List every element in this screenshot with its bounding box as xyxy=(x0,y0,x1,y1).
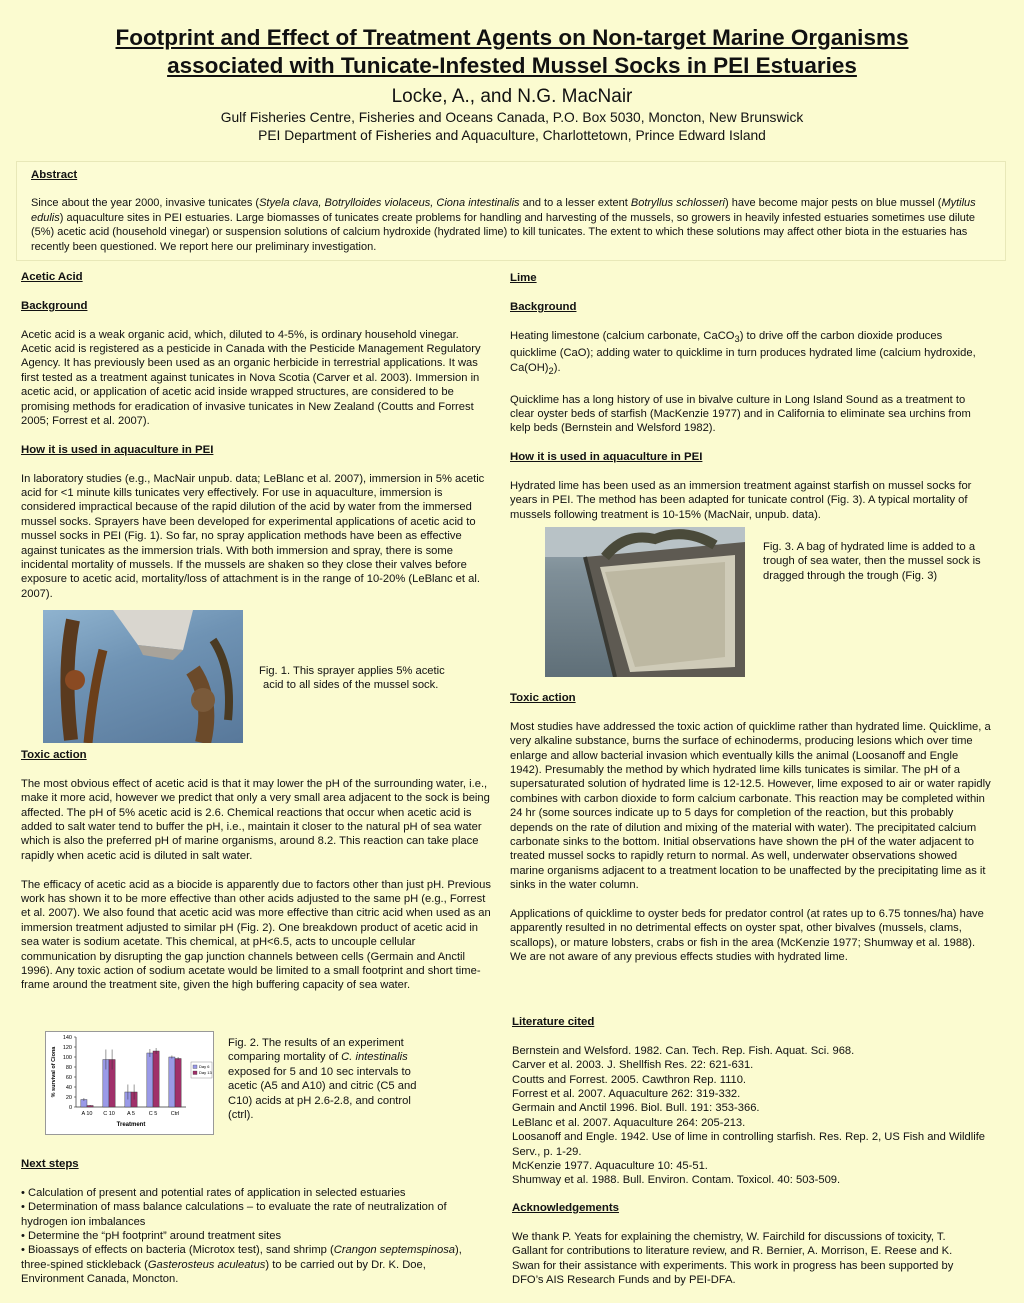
next-step-item: • Calculation of present and potential rates of application in selected estuaries xyxy=(21,1186,406,1199)
lime-use-text: Hydrated lime has been used as an immersion treatment against starfish on mussel socks for years in PEI. The method has been adapted for tunicate control (Fig. 3). A typical mortality of mussels following treatment is 10-15% (MacNair, unpub. data). xyxy=(510,480,972,521)
fig2-chart-svg xyxy=(46,1032,213,1134)
y-tick-label: 20 xyxy=(65,1095,72,1101)
reference-item: Bernstein and Welsford. 1982. Can. Tech. Rep. Fish. Aquat. Sci. 968. xyxy=(512,1044,855,1057)
acetic-toxic-text-1: The most obvious effect of acetic acid is that it may lower the pH of the surrounding water, i.e., make it more acid, however we predict that only a very small area adjacent to the sock is being affected. The pH of 5% acetic acid is 2.6. Chemical reactions that occur when acetic acid is added to salt water tend to buffer the pH, i.e., maintain it closer to the natural pH of sea water which is also the preferred pH of marine organisms, around 8.2. This reaction can take place rapidly when acetic acid is diluted in salt water. xyxy=(21,777,490,862)
x-tick-label: A 5 xyxy=(127,1111,135,1117)
fig3-lime-trough-photo xyxy=(545,527,745,677)
abstract-text: Since about the year 2000, invasive tunicates (Styela clava, Botrylloides violaceus, Ciona intestinalis and to a lesser extent Botryllus schlosseri) have become major pests on blue mussel (Mytilus edulis) aquaculture sites in PEI estuaries. Large biomasses of tunicates create problems for handling and harvesting of the mussels, so growers in heavily infested estuaries sometimes use dilute (5%) acetic acid (household vinegar) or suspension solutions of calcium hydroxide (hydrated lime) to kill tunicates. The extent to which these solutions may affect other biota in the estuaries has recently been questioned. We report here our preliminary investigation. xyxy=(31,197,976,253)
fig3-caption: Fig. 3. A bag of hydrated lime is added to a trough of sea water, then the mussel sock is dragged through the trough (Fig. 3) xyxy=(763,541,981,582)
lime-toxic-text-1: Most studies have addressed the toxic action of quicklime rather than hydrated lime. Quicklime, a very alkaline substance, burns the surface of echinoderms, producing lesions which over time enlarge and allow bacterial invasion which eventually kills the animal (Loosanoff and Engle 1942). Presumably the method by which hydrated lime kills tunicates is similar. The pH of a supersaturated solution of hydrated lime is 12-12.5. However, lime exposed to air or water rapidly combines with carbon dioxide to form calcium carbonate. This reaction may be completed within 24 hr (some sources indicate up to 5 days for completion of the reaction, but this probably depends on the rate of dilution and mixing of the material with water). The precipitated calcium carbonate sinks to the bottom. Initial observations have shown the pH of the water adjacent to treated mussel socks to rapidly return to normal. As well, underwater observations showed marine organisms adjacent to a treatment location to be unaffected by the precipitating lime as it sinks in the water column. xyxy=(510,720,991,892)
bar-day-13 xyxy=(153,1051,159,1107)
legend-label: Day 13 xyxy=(199,1070,212,1075)
lime-toxic-section xyxy=(510,691,992,979)
reference-item: Loosanoff and Engle. 1942. Use of lime in controlling starfish. Res. Rep. 2, US Fish and Wildlife Serv., p. 1-29. xyxy=(512,1131,986,1158)
x-axis-label: Treatment xyxy=(116,1122,146,1128)
acetic-heading: Acetic Acid xyxy=(21,271,83,283)
reference-item: Forrest et al. 2007. Aquaculture 262: 319-332. xyxy=(512,1088,741,1101)
title-line-2: associated with Tunicate-Infested Mussel Socks in PEI Estuaries xyxy=(167,53,857,78)
legend-swatch xyxy=(193,1071,197,1075)
fig1-caption: Fig. 1. This sprayer applies 5% acetic acid to all sides of the mussel sock. xyxy=(259,665,445,692)
y-tick-label: 100 xyxy=(62,1055,72,1061)
poster-header xyxy=(0,24,1024,145)
acetic-use-heading: How it is used in aquaculture in PEI xyxy=(21,443,214,456)
y-tick-label: 40 xyxy=(65,1085,72,1091)
authors: Locke, A., and N.G. MacNair xyxy=(391,86,633,107)
next-step-item: • Determination of mass balance calculations – to evaluate the rate of neutralization of hydrogen ion imbalances xyxy=(21,1201,447,1228)
lime-background-heading: Background xyxy=(510,300,577,313)
literature-section xyxy=(512,1015,992,1188)
x-tick-label: C 10 xyxy=(103,1111,115,1117)
sprayer-illustration xyxy=(43,610,243,743)
acknowledgements-heading: Acknowledgements xyxy=(512,1202,619,1214)
affiliation-1: Gulf Fisheries Centre, Fisheries and Oceans Canada, P.O. Box 5030, Moncton, New Brunswick xyxy=(220,110,804,125)
lime-use-heading: How it is used in aquaculture in PEI xyxy=(510,451,703,464)
lime-toxic-heading: Toxic action xyxy=(510,692,576,704)
y-tick-label: 60 xyxy=(65,1075,72,1081)
bar-day-6 xyxy=(147,1053,153,1107)
poster-title xyxy=(30,24,994,80)
title-line-1: Footprint and Effect of Treatment Agents on Non-target Marine Organisms xyxy=(115,25,909,50)
reference-list xyxy=(512,1044,992,1188)
reference-item: Carver et al. 2003. J. Shellfish Res. 22: 621-631. xyxy=(512,1059,754,1072)
lime-column xyxy=(510,271,990,537)
next-steps-section xyxy=(21,1157,491,1287)
acetic-background-heading: Background xyxy=(21,299,88,312)
reference-item: Coutts and Forrest. 2005. Cawthron Rep. 1110. xyxy=(512,1073,747,1086)
acetic-use-text: In laboratory studies (e.g., MacNair unpub. data; LeBlanc et al. 2007), immersion in 5% acetic acid for <1 minute kills tunicates very effectively. For use in aquaculture, immersion is considered impractical because of the rapid dilution of the acid by water from the immersed mussel socks. Sprayers have been developed for experimental applications of acetic acid to mussel socks in PEI (Fig. 1). So far, no spray application methods have been as effective against tunicates as the immersion trials. With both immersion and spray, there is some incidental mortality of mussels. If the mussels are shaken so they close their valves before exposure to acetic acid, mortality/loss of attachment is in the range of 10-20% (LeBlanc et al. 2007). xyxy=(21,472,485,600)
reference-item: Shumway et al. 1988. Bull. Environ. Contam. Toxicol. 40: 503-509. xyxy=(512,1174,841,1187)
acetic-acid-column xyxy=(21,270,491,616)
acknowledgements-section xyxy=(512,1201,982,1302)
acknowledgements-text: We thank P. Yeats for explaining the chemistry, W. Fairchild for discussions of toxicity, T. Gallant for contributions to literature review, and R. Bernier, A. Morrison, E. Reese and K. Swan for their assistance with experiments. This work in progress has been supported by DFO’s AIS Research Funds and by PEI-DFA. xyxy=(512,1230,954,1287)
lime-toxic-text-2: Applications of quicklime to oyster beds for predator control (at rates up to 6.75 tonnes/ha) have apparently resulted in no detrimental effects on oyster spat, other bivalves (mussels, clams, scallops), or mature lobsters, crabs or fish in the area (McKenzie 1977; Shumway et al. 1988). We are not aware of any previous effects studies with hydrated lime. xyxy=(510,908,984,964)
fig1-sprayer-photo xyxy=(43,610,243,743)
bar-day-13 xyxy=(175,1059,181,1108)
y-tick-label: 140 xyxy=(62,1035,72,1041)
reference-item: LeBlanc et al. 2007. Aquaculture 264: 205-213. xyxy=(512,1116,746,1129)
y-tick-label: 80 xyxy=(65,1065,72,1071)
x-tick-label: C 5 xyxy=(148,1111,158,1117)
reference-item: McKenzie 1977. Aquaculture 10: 45-51. xyxy=(512,1160,708,1173)
abstract-heading: Abstract xyxy=(31,169,78,181)
reference-item: Germain and Anctil 1996. Biol. Bull. 191: 353-366. xyxy=(512,1102,760,1115)
trough-illustration xyxy=(545,527,745,677)
next-step-item: • Bioassays of effects on bacteria (Microtox test), sand shrimp (Crangon septemspinosa), three-spined stickleback (Gasterosteus aculeatus) to be carried out by Dr. K. Doe, Environment Canada, Moncton. xyxy=(21,1244,462,1286)
acetic-toxic-section xyxy=(21,748,491,1007)
y-tick-label: 120 xyxy=(62,1045,72,1051)
next-steps-list xyxy=(21,1186,491,1287)
abstract-section xyxy=(16,161,1006,261)
acetic-background-text: Acetic acid is a weak organic acid, which, diluted to 4-5%, is ordinary household vinegar. Acetic acid is registered as a pesticide in Canada with the Pesticide Management Regulatory Agency. It has previously been used as an organic herbicide in terrestrial applications. It was first tested as a treatment against tunicates in Nova Scotia (Carver et al. 2003). Immersion in acetic acid, or application of acetic acid inside wrapped structures, are considered to be promising methods for eradication of invasive tunicates in New Zealand (Coutts and Forrest 2005; Forrest et al. 2007). xyxy=(21,328,481,428)
lime-background-text-1: Heating limestone (calcium carbonate, CaCO$_3$) to drive off the carbon dioxide produces quicklime (CaO); adding water to quicklime in turn produces hydrated lime (calcium hydroxide, $Ca(OH)_2$). xyxy=(510,329,976,376)
literature-heading: Literature cited xyxy=(512,1016,595,1028)
x-tick-label: Ctrl xyxy=(170,1111,180,1117)
affiliation-2: PEI Department of Fisheries and Aquaculture, Charlottetown, Prince Edward Island xyxy=(258,128,766,143)
acetic-toxic-text-2: The efficacy of acetic acid as a biocide is apparently due to factors other than just pH. Previous work has shown it to be more effective than other acids adjusted to the same pH (e.g., Forrest et al. 2007). We also found that acetic acid was more effective than citric acid when used as an immersion treatment adjusted to similar pH (Fig. 2). One breakdown product of acetic acid in sea water is sodium acetate. This chemical, at pH<6.5, acts to uncouple cellular communication by disrupting the gap junction channels between cells (Germain and Anctil 1996). Any toxic action of sodium acetate would be limited to a small footprint and short time-frame around the treatment site, given the high buffering capacity of sea water. xyxy=(21,878,491,992)
fig2-caption: Fig. 2. The results of an experiment comparing mortality of C. intestinalis exposed for 5 and 10 sec intervals to acetic (A5 and A10) and citric (C5 and C10) acids at pH 2.6-2.8, and control (ctrl). xyxy=(228,1037,417,1122)
y-tick-label: 0 xyxy=(68,1105,72,1111)
next-step-item: • Determine the “pH footprint” around treatment sites xyxy=(21,1230,282,1243)
y-axis-label: % survival of Ciona xyxy=(51,1046,57,1098)
lime-heading: Lime xyxy=(510,272,537,284)
next-steps-heading: Next steps xyxy=(21,1158,79,1170)
x-tick-label: A 10 xyxy=(81,1111,93,1117)
legend-swatch xyxy=(193,1065,197,1069)
acetic-toxic-heading: Toxic action xyxy=(21,749,87,761)
legend-label: Day 6 xyxy=(199,1064,210,1069)
bar-day-6 xyxy=(169,1057,175,1107)
lime-background-text-2: Quicklime has a long history of use in bivalve culture in Long Island Sound as a treatment to clear oyster beds of starfish (MacKenzie 1977) and in California to eliminate sea urchins from kelp beds (Bernstein and Welsford 1982). xyxy=(510,393,971,435)
fig2-chart xyxy=(45,1031,214,1135)
